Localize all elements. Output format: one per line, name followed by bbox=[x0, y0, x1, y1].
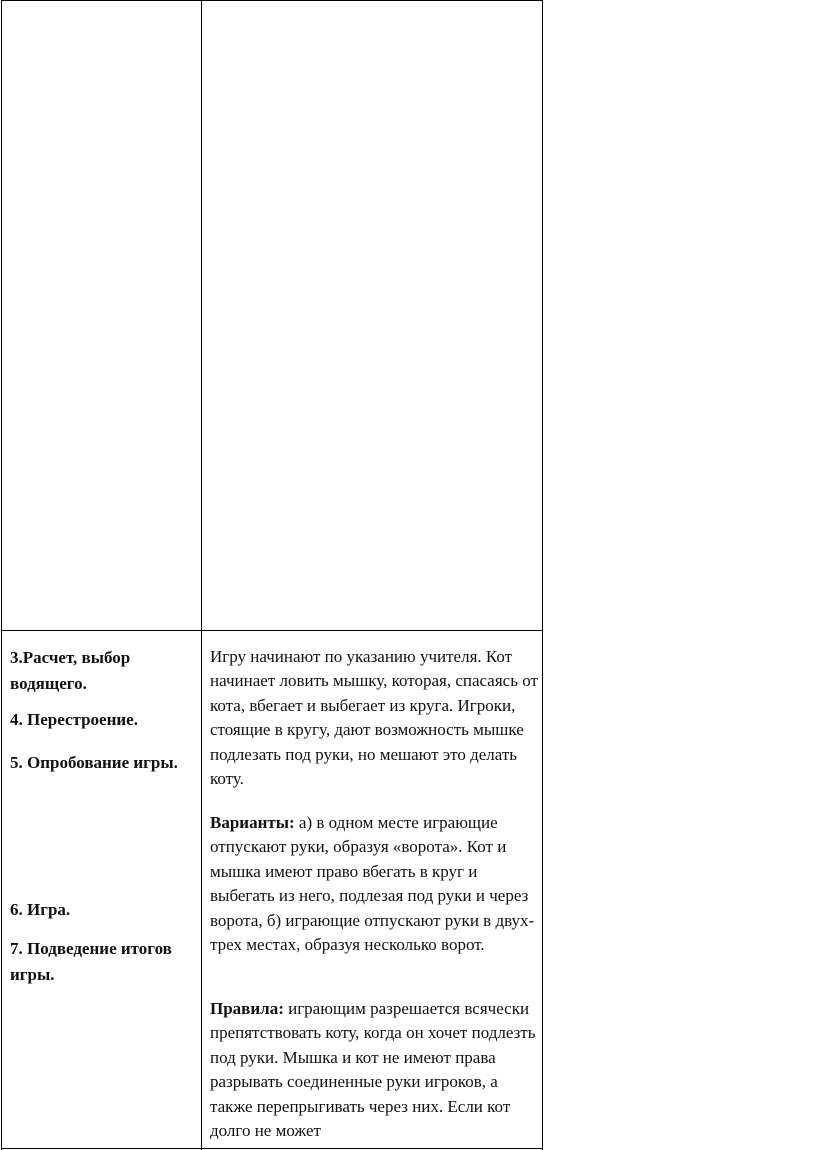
table-top-border bbox=[1, 0, 543, 1]
rules-text: играющим разрешается всячески препятствовать коту, когда он хочет подлезть под руки. Мышка и кот не имеют права разрывать соединенные руки игроков, а также перепрыгивать через них. Если кот долго не может bbox=[210, 999, 536, 1141]
table-row-divider bbox=[1, 630, 543, 631]
variants-label: Варианты: bbox=[210, 813, 295, 832]
stage-4: 4. Перестроение. bbox=[10, 710, 138, 729]
rules-label: Правила: bbox=[210, 999, 284, 1018]
variants-text: а) в одном месте играющие отпускают руки, образуя «ворота». Кот и мышка имеют право вбегать в круг и выбегать из него, подлезая под руки и через ворота, б) играющие отпускают руки в двух-трех местах, образуя несколько ворот. bbox=[210, 813, 535, 955]
table-left-border bbox=[1, 0, 2, 1150]
stage-3: 3.Расчет, выбор водящего. bbox=[10, 648, 131, 693]
stage-6: 6. Игра. bbox=[10, 900, 71, 919]
table-bottom-border bbox=[1, 1148, 543, 1149]
intro-paragraph: Игру начинают по указанию учителя. Кот начинает ловить мышку, которая, спасаясь от кота, вбегает и выбегает из круга. Игроки, стоящие в кругу, дают возможность мышке подлезать под руки, но мешают это делать коту. bbox=[210, 647, 538, 789]
variants-paragraph bbox=[210, 811, 540, 957]
stage-7: 7. Подведение итогов игры. bbox=[10, 939, 172, 984]
stage-5: 5. Опробование игры. bbox=[10, 753, 178, 772]
rules-paragraph bbox=[210, 997, 540, 1143]
table-middle-border bbox=[201, 0, 202, 1150]
table-right-border bbox=[542, 0, 543, 1150]
